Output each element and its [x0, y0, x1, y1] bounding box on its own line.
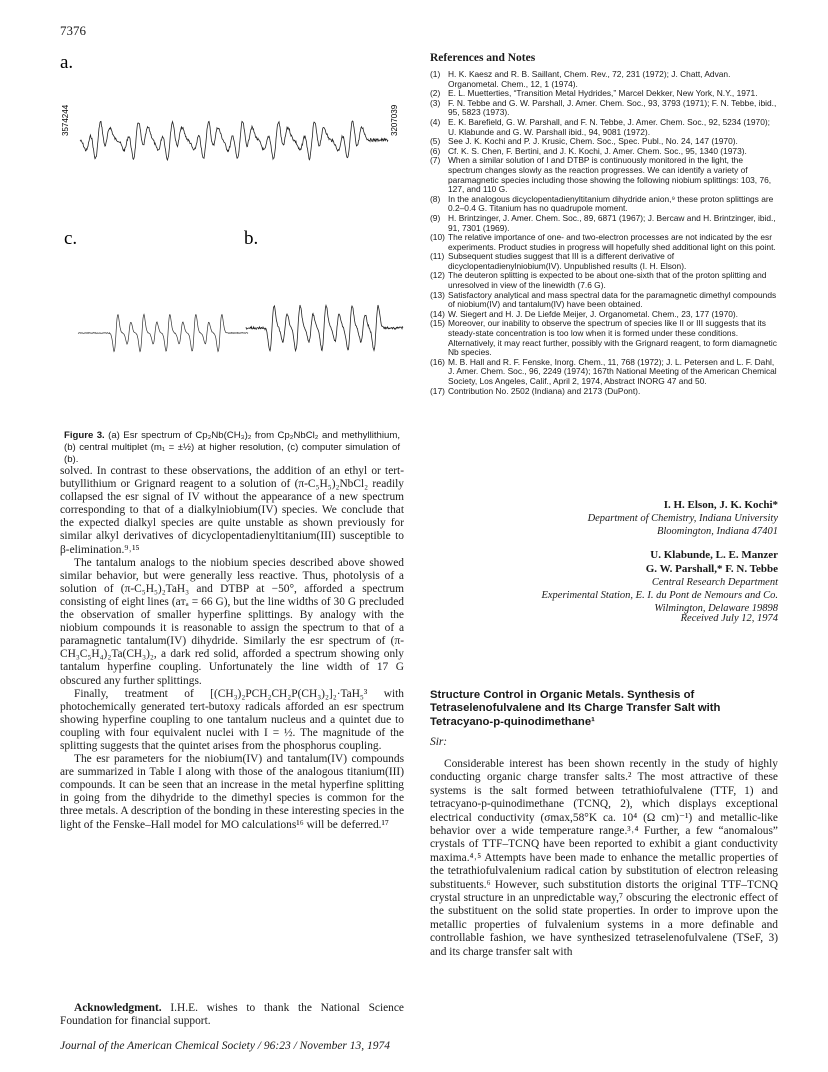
field-marker-right: 3207039	[390, 104, 399, 136]
acknowledgment-text: I.H.E. wishes to thank the National Science Foundation for financial support.	[60, 1002, 404, 1028]
spectrum-b	[246, 305, 403, 351]
esr-spectra-figure	[58, 48, 406, 428]
figure-caption	[64, 430, 400, 466]
references-heading: References and Notes	[430, 52, 536, 64]
author-names: G. W. Parshall,* F. N. Tebbe	[645, 563, 778, 575]
acknowledgment-label: Acknowledgment.	[74, 1002, 162, 1014]
reference-item: (8) In the analogous dicyclopentadienyltitanium dihydride anion,⁹ these proton splittings are 0.2–0.4 G. Titanium has no quadrupole moment.	[430, 193, 774, 214]
affiliation-line: Central Research Department	[651, 577, 778, 588]
reference-item: (7) When a similar solution of I and DTBP is continuously monitored in the light, the spectrum changes slowly as the reaction progresses. We can identify a variety of paramagnetic species including those showing the following niobium splittings: 103, 76, 127, and 110 G.	[430, 155, 772, 195]
left-column-body	[60, 465, 404, 832]
author-block-indiana	[430, 498, 778, 538]
spectrum-trace	[246, 305, 403, 351]
reference-item: (15) Moreover, our inability to observe the spectrum of species like II or III suggests that its steady-state concentration is too low when it is formed under these conditions. Alternatively, it may react further, possibly with the Grignard reagent, to form diamagnetic Nb species.	[430, 318, 777, 358]
paragraph: The esr parameters for the niobium(IV) and tantalum(IV) compounds are summarized in Table I along with those of the analogous titanium(III) compounds. It can be seen that an increase in the metal hyperfine splitting in going from the dihydride to the dimethyl species is common for the three metals. A description of the bonding in these interesting species in the light of the Fenske–Hall model for MO calculations¹⁶ will be deferred.¹⁷	[60, 753, 404, 831]
caption-label: Figure 3.	[64, 430, 105, 441]
reference-item: (9) H. Brintzinger, J. Amer. Chem. Soc., 89, 6871 (1967); J. Bercaw and H. Brintzinger, ibid., 91, 7301 (1969).	[430, 212, 776, 233]
spectrum-trace	[78, 314, 248, 351]
reference-item: (17) Contribution No. 2502 (Indiana) and 2173 (DuPont).	[430, 385, 641, 396]
reference-item: (5) See J. K. Kochi and P. J. Krusic, Chem. Soc., Spec. Publ., No. 24, 147 (1970).	[430, 136, 738, 147]
acknowledgment	[60, 1002, 404, 1028]
panel-b-label: b.	[244, 228, 259, 249]
reference-item: (12) The deuteron splitting is expected to be about one-sixth that of the proton splitting and unresolved in view of the linewidth (7.6 G).	[430, 270, 767, 291]
right-column-body	[430, 758, 778, 959]
reference-item: (14) W. Siegert and H. J. De Liefde Meijer, J. Organometal. Chem., 23, 177 (1970).	[430, 308, 739, 319]
page-number: 7376	[60, 23, 86, 38]
references-list	[430, 70, 778, 396]
panel-c-label: c.	[64, 228, 78, 249]
article-title: Structure Control in Organic Metals. Synthesis of Tetraselenofulvalene and Its Charge Transfer Salt with Tetracyano-p-quinodimethane¹	[430, 689, 721, 728]
reference-item: (3) F. N. Tebbe and G. W. Parshall, J. Amer. Chem. Soc., 93, 3793 (1971); F. N. Tebbe, ibid., 95, 5823 (1973).	[430, 97, 777, 118]
paragraph: Finally, treatment of [(CH₃)₂PCH₂CH₂P(CH₃)₂]₂·TaH₅³ with photochemically generated tert-butoxy radicals afforded an esr spectrum showing hyperfine coupling to one tantalum nucleus and a quintet due to coupling with four equivalent nuclei with I = ½. The magnitude of the splitting suggests that the quintet arises from the phosphorus coupling.	[60, 687, 404, 752]
reference-item: (13) Satisfactory analytical and mass spectral data for the paramagnetic dimethyl compounds of niobium(IV) and tantalum(IV) have been obtained.	[430, 289, 777, 310]
spectrum-c	[78, 314, 248, 351]
reference-item: (1) H. K. Kaesz and R. B. Saillant, Chem. Rev., 72, 231 (1972); J. Chatt, Advan. Organometal. Chem., 12, 1 (1974).	[430, 69, 731, 89]
caption-text: (a) Esr spectrum of Cp₂Nb(CH₃)₂ from Cp₂NbCl₂ and methyllithium, (b) central multiplet (m₁ = ±½) at higher resolution, (c) computer simulation of (b).	[64, 430, 401, 465]
affiliation-line: Wilmington, Delaware 19898	[654, 603, 778, 614]
paragraph: solved. In contrast to these observations, the addition of an ethyl or tert-butyllithium or Grignard reagent to a solution of (π-C₅H₅)₂NbCl₂ readily collapsed the esr signal of IV without the appearance of a new spectrum corresponding to that of a dialkylniobium(IV) species. We conclude that the expected dialkyl species are quite unstable as shown previously for similar alkyl derivatives of dicyclopentadienyltitanium(III) susceptible to β-elimination.⁹˒¹⁵	[60, 465, 404, 556]
reference-item: (4) E. K. Barefield, G. W. Parshall, and F. N. Tebbe, J. Amer. Chem. Soc., 92, 5234 (1970); U. Klabunde and G. W. Parshall ibid., 94, 9081 (1972).	[430, 116, 770, 137]
paragraph: Considerable interest has been shown recently in the study of highly conducting organic charge transfer salts.² The most attractive of these systems is the salt formed between tetrathiofulvalene (TTF, 1) and tetracyano-p-quinodimethane (TCNQ, 2), which displays exceptional electrical conductivity (σmax,58°K ca. 10⁴ (Ω cm)⁻¹) and metallic-like behavior over a wide temperature range.³˒⁴ Further, a few “anomalous” crystals of TTF–TCNQ have been reported to exhibit a giant conductivity maxima.⁴˒⁵ Attempts have been made to enhance the metallic properties of the tetrathiofulvalenium radical cation by substitution of electron releasing substituents.⁶ However, such substitution distorts the original TTF–TCNQ crystal structure in an unpredictable way,⁷ obscuring the electronic effect of the substituent on the solid state properties. In order to improve upon the metallic properties of fulvalenium systems in a more definable and controllable fashion, we have synthesized tetraselenofulvalene (TSeF, 3) and its charge transfer salt with	[430, 758, 778, 958]
received-date: Received July 12, 1974	[680, 613, 778, 624]
field-marker-left: 3574244	[61, 104, 70, 136]
affiliation-line: Experimental Station, E. I. du Pont de Nemours and Co.	[541, 590, 778, 601]
reference-item: (16) M. B. Hall and R. F. Fenske, Inorg. Chem., 11, 768 (1972); J. L. Petersen and L. F. Dahl, J. Amer. Chem. Soc., 96, 2249 (1974); 167th National Meeting of the American Chemical Society, Los Angeles, Calif., April 2, 1974, Abstract INORG 47 and 50.	[430, 356, 777, 386]
author-block-dupont	[430, 548, 778, 615]
journal-footer: Journal of the American Chemical Society / 96:23 / November 13, 1974	[60, 1040, 391, 1052]
spectrum-a	[80, 121, 388, 160]
reference-item: (11) Subsequent studies suggest that III is a different derivative of dicyclopentadienylniobium(IV). Unpublished results (I. H. Elson).	[430, 251, 687, 271]
author-names: U. Klabunde, L. E. Manzer	[650, 549, 778, 561]
paragraph: The tantalum analogs to the niobium species described above showed similar behavior, but were generally less reactive. Thus, photolysis of a solution of (π-C₅H₅)₂TaH₃ and DTBP at −50°, afforded a spectrum consisting of eight lines (aᴛₐ = 66 G), but the line widths of 30 G precluded the observation of smaller hyperfine splittings. By analogy with the niobium compounds it is reasonable to assign the spectrum to that of a paramagnetic tantalum(IV) dihydride. Similarly the esr spectrum of (π-CH₃C₅H₄)₂Ta(CH₃)₂, a dark red solid, afforded a spectrum showing only tantalum hyperfine coupling. Unfortunately the line width of 17 G obscured any further splittings.	[60, 556, 404, 687]
reference-item: (2) E. L. Muetterties, “Transition Metal Hydrides,” Marcel Dekker, New York, N.Y., 1971.	[430, 88, 758, 99]
reference-item: (10) The relative importance of one- and two-electron processes are not indicated by the esr experiments. Product studies in progress will hopefully shed additional light on this point.	[430, 232, 776, 252]
panel-a-label: a.	[60, 52, 74, 73]
author-names: I. H. Elson, J. K. Kochi*	[663, 499, 778, 511]
salutation: Sir:	[430, 736, 448, 748]
spectrum-trace	[80, 121, 388, 160]
affiliation-line: Bloomington, Indiana 47401	[656, 526, 778, 537]
reference-item: (6) Cf. K. S. Chen, F. Bertini, and J. K. Kochi, J. Amer. Chem. Soc., 95, 1340 (1973).	[430, 145, 747, 156]
affiliation-line: Department of Chemistry, Indiana University	[587, 513, 778, 524]
